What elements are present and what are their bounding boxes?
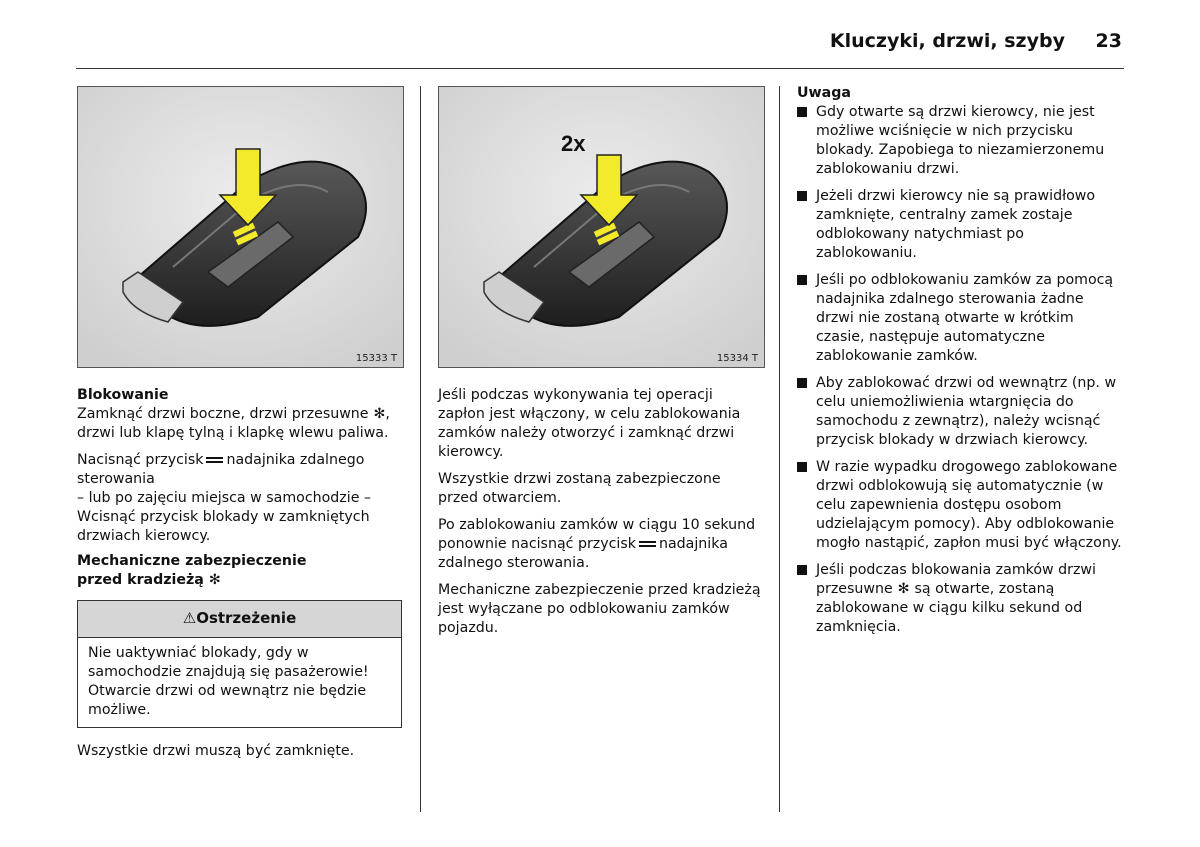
paragraph: Po zablokowaniu zamków w ciągu 10 sekund ponownie nacisnąć przycisk nadajnika zdalnego sterowania. — [438, 517, 756, 571]
page-number: 23 — [1095, 30, 1122, 52]
key-fob-illustration-1 — [78, 87, 403, 367]
bullet-square-icon — [797, 378, 807, 388]
paragraph: Wszystkie drzwi zostaną zabezpieczone przed otwarciem. — [438, 471, 721, 506]
figure-id: 15334 T — [716, 353, 758, 364]
key-figure-1 — [77, 86, 404, 368]
list-item: Aby zablokować drzwi od wewnątrz (np. w celu uniemożliwienia wtargnięcia do samochodu z zewnątrz), należy wcisnąć przycisk blokady w drzwiach kierowcy. — [797, 374, 1124, 450]
left-column — [77, 386, 402, 769]
warning-triangle-icon: ⚠ — [182, 609, 197, 627]
key-figure-2 — [438, 86, 765, 368]
list-item: Gdy otwarte są drzwi kierowcy, nie jest możliwe wciśnięcie w nich przycisku blokady. Zapobiega to niezamierzonemu zablokowaniu drzwi. — [797, 103, 1124, 179]
bullet-square-icon — [797, 191, 807, 201]
paragraph: Zamknąć drzwi boczne, drzwi przesuwne ✻, drzwi lub klapę tylną i klapkę wlewu paliwa. — [77, 406, 390, 441]
bullet-square-icon — [797, 565, 807, 575]
paragraph: Jeśli podczas wykonywania tej operacji zapłon jest włączony, w celu zablokowania zamków należy otworzyć i zamknąć drzwi kierowcy. — [438, 387, 741, 460]
bullet-square-icon — [797, 107, 807, 117]
figure-id: 15333 T — [355, 353, 397, 364]
warning-text: Nie uaktywniać blokady, gdy w samochodzie znajdują się pasażerowie! Otwarcie drzwi od wewnątrz nie będzie możliwe. — [88, 645, 369, 718]
warning-header: ⚠Ostrzeżenie — [78, 601, 401, 638]
paragraph: Wszystkie drzwi muszą być zamknięte. — [77, 743, 355, 759]
bullet-square-icon — [797, 275, 807, 285]
section-title-mechanical: Mechaniczne zabezpieczenie przed kradzieżą ✻ — [77, 553, 307, 588]
list-item: Jeżeli drzwi kierowcy nie są prawidłowo zamknięte, centralny zamek zostaje odblokowany natychmiast po zablokowaniu. — [797, 187, 1124, 263]
right-column — [797, 84, 1124, 645]
middle-column — [438, 386, 763, 646]
note-title: Uwaga — [797, 85, 851, 101]
header-rule — [76, 68, 1124, 69]
bullet-square-icon — [797, 462, 807, 472]
page-title: Kluczyki, drzwi, szyby — [829, 30, 1065, 52]
press-twice-label: 2x — [561, 131, 586, 156]
paragraph: Nacisnąć przycisk nadajnika zdalnego sterowania – lub po zajęciu miejsca w samochodzie – Wcisnąć przycisk blokady w zamkniętych drzwiach kierowcy. — [77, 452, 372, 544]
lock-button-icon — [639, 541, 656, 547]
section-title-blokowanie: Blokowanie — [77, 387, 169, 403]
list-item: Jeśli podczas blokowania zamków drzwi przesuwne ✻ są otwarte, zostaną zablokowane w ciągu kilku sekund od zamknięcia. — [797, 561, 1124, 637]
lock-button-icon — [206, 457, 223, 463]
key-fob-illustration-2 — [439, 87, 764, 367]
sliding-door-symbol-icon: ✻ — [368, 406, 386, 422]
note-list — [797, 103, 1124, 637]
sliding-door-symbol-icon: ✻ — [892, 581, 915, 597]
list-item: W razie wypadku drogowego zablokowane drzwi odblokowują się automatycznie (w celu zapewnienia dostępu osobom udzielającym pomocy). Aby odblokowanie mogło nastąpić, zapłon musi być włączony. — [797, 458, 1124, 553]
list-item: Jeśli po odblokowaniu zamków za pomocą nadajnika zdalnego sterowania żadne drzwi nie zostaną otwarte w krótkim czasie, następuje automatyczne zablokowanie zamków. — [797, 271, 1124, 366]
sliding-door-symbol-icon: ✻ — [203, 572, 221, 588]
paragraph: Mechaniczne zabezpieczenie przed kradzieżą jest wyłączane po odblokowaniu zamków pojazdu. — [438, 582, 761, 636]
column-divider-1 — [420, 86, 421, 812]
warning-box — [77, 600, 402, 728]
column-divider-2 — [779, 86, 780, 812]
